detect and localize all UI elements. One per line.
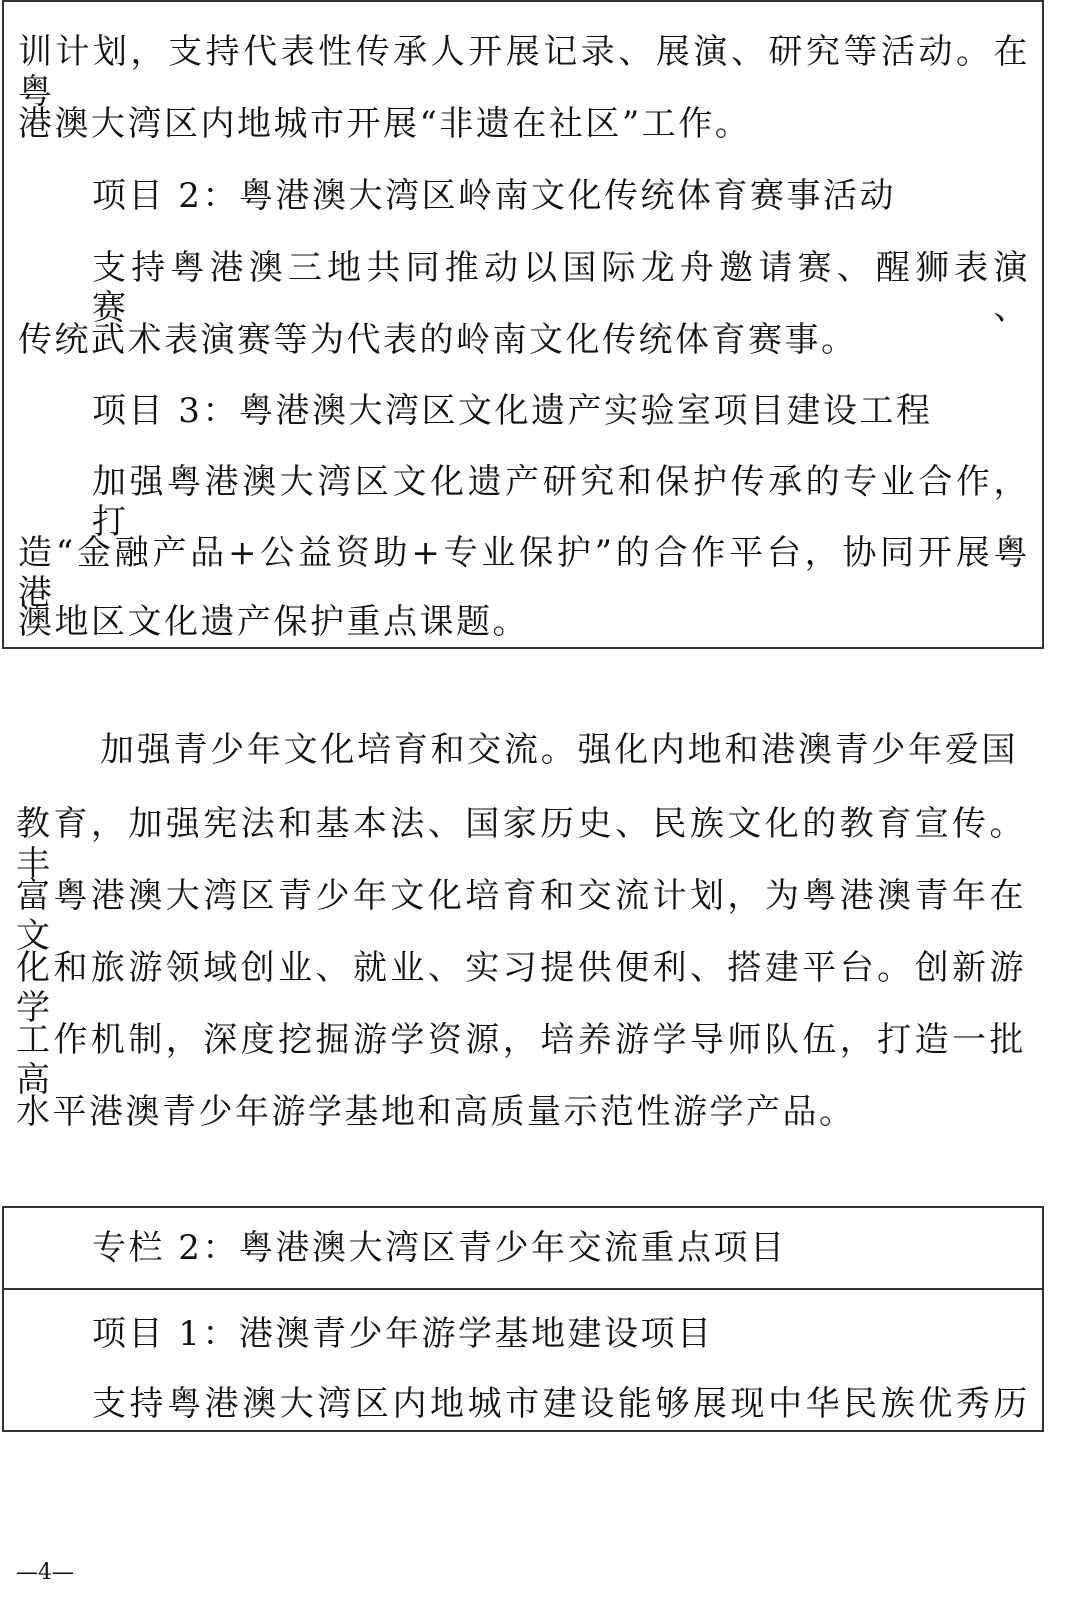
body-line-4: 化和旅游领域创业、就业、实习提供便利、搭建平台。创新游学 bbox=[16, 948, 1026, 1028]
body-line-6: 水平港澳青少年游学基地和高质量示范性游学产品。 bbox=[16, 1092, 856, 1132]
project-3-line-3: 澳地区文化遗产保护重点课题。 bbox=[18, 602, 529, 642]
project-3-heading: 项目 3：粤港澳大湾区文化遗产实验室项目建设工程 bbox=[92, 391, 933, 431]
project-2-heading: 项目 2：粤港澳大湾区岭南文化传统体育赛事活动 bbox=[92, 176, 896, 216]
column-2-project-1-line-1: 支持粤港澳大湾区内地城市建设能够展现中华民族优秀历 bbox=[92, 1384, 1030, 1424]
project-3-line-2: 造“金融产品+公益资助+专业保护”的合作平台，协同开展粤港 bbox=[18, 533, 1030, 613]
column-2-divider bbox=[4, 1288, 1042, 1290]
body-line-2: 教育，加强宪法和基本法、国家历史、民族文化的教育宣传。丰 bbox=[16, 804, 1026, 884]
project-3-line-1: 加强粤港澳大湾区文化遗产研究和保护传承的专业合作，打 bbox=[92, 462, 1030, 542]
project-box-continued bbox=[2, 0, 1044, 649]
project-2-line-1: 支持粤港澳三地共同推动以国际龙舟邀请赛、醒狮表演赛、 bbox=[92, 248, 1030, 328]
page-number: —4— bbox=[16, 1560, 74, 1585]
column-2-title: 专栏 2：粤港澳大湾区青少年交流重点项目 bbox=[92, 1228, 787, 1268]
project-2-line-2: 传统武术表演赛等为代表的岭南文化传统体育赛事。 bbox=[18, 320, 858, 360]
box1-line-1: 训计划，支持代表性传承人开展记录、展演、研究等活动。在粤 bbox=[18, 32, 1030, 112]
body-line-1: 加强青少年文化培育和交流。强化内地和港澳青少年爱国 bbox=[100, 730, 1018, 770]
column-2-project-1-heading: 项目 1：港澳青少年游学基地建设项目 bbox=[92, 1314, 714, 1354]
box1-line-2: 港澳大湾区内地城市开展“非遗在社区”工作。 bbox=[18, 104, 752, 144]
column-2-box bbox=[2, 1206, 1044, 1432]
body-line-3: 富粤港澳大湾区青少年文化培育和交流计划，为粤港澳青年在文 bbox=[16, 876, 1026, 956]
body-line-5: 工作机制，深度挖掘游学资源，培养游学导师队伍，打造一批高 bbox=[16, 1020, 1026, 1100]
